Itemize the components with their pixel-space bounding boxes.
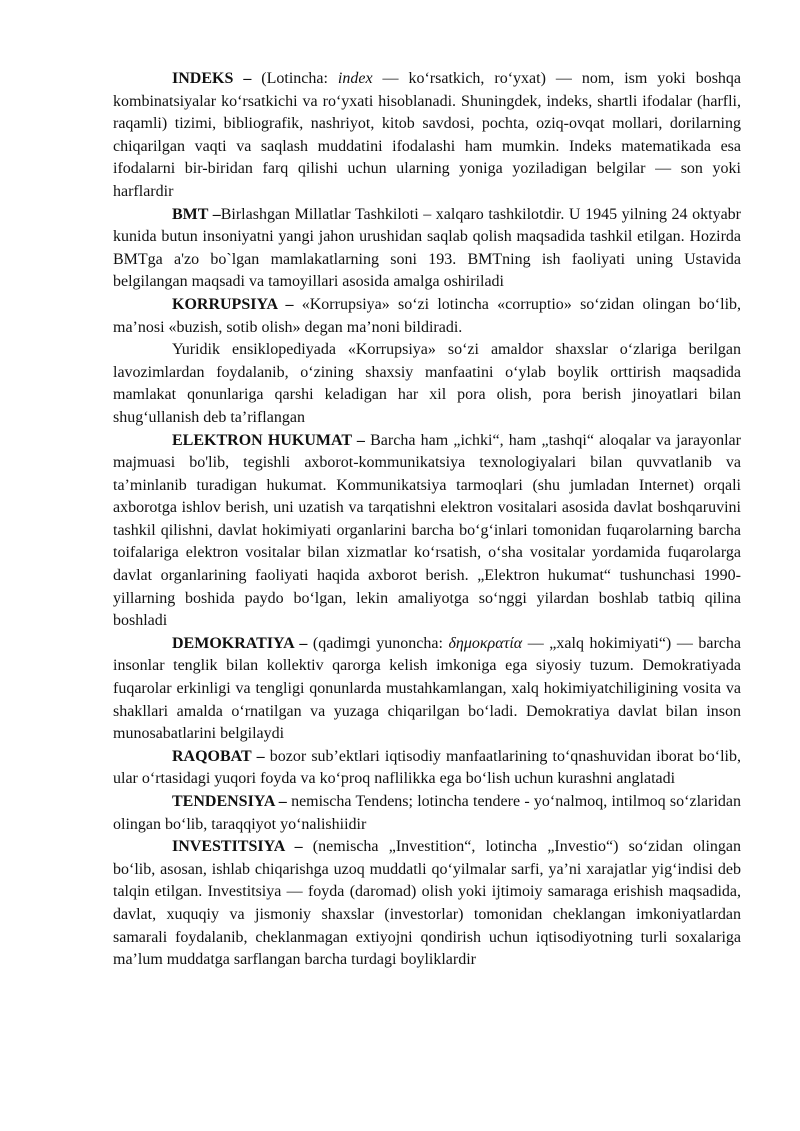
entry-tendensiya [113, 791, 741, 836]
term-elektron-hukumat: ELEKTRON HUKUMAT [172, 431, 352, 449]
definition-text: «Korrupsiya» so‘zi lotincha «corruptio» so‘zidan olingan bo‘lib, ma’nosi «buzish, sotib olish» degan ma’noni bildiradi. [113, 295, 742, 336]
term-dash: – [293, 634, 313, 652]
definition-prefix: (Lotincha: [261, 70, 338, 87]
glossary-document [113, 68, 741, 972]
term-dash: – [277, 295, 302, 313]
definition-text: — „xalq hokimiyati“) — barcha insonlar tenglik bilan kollektiv qarorga kelish imkoniga ega siyosiy tuzum. Demokratiyada fuqarolar erkinligi va tengligi qonunlarda mustahkamlangan, xalq hokimiyatchiligining vosita va shakllari amalda o‘rnatilgan va yuzaga chiqarilgan bo‘ladi. Demokratiya davlat bilan inson munosabatlarini belgilaydi [113, 634, 742, 743]
definition-text: nemischa Tendens; lotincha tendere - yo‘nalmoq, intilmoq so‘zlaridan olingan bo‘lib, taraqqiyot yo‘nalishiidir [113, 793, 742, 833]
term-dash: – [233, 70, 262, 87]
definition-text: Birlashgan Millatlar Tashkiloti – xalqaro tashkilotdir. U 1945 yilning 24 oktyabr kunida butun insoniyatni yangi jahon urushidan saqlab qolish maqsadida tashkil etilgan. Hozirda BMTga a'zo bo`lgan mamlakatlarning soni 193. BMTning ish faoliyati uning Ustavida belgilangan maqsadi va tamoyillari asosida amalga oshiriladi [113, 205, 741, 291]
term-demokratiya: DEMOKRATIYA [172, 634, 294, 652]
definition-prefix: (qadimgi yunoncha: [312, 634, 449, 652]
entry-elektron-hukumat [113, 430, 741, 633]
term-dash: – [251, 747, 270, 765]
entry-bmt [113, 204, 741, 294]
definition-text: — ko‘rsatkich, ro‘yxat) — nom, ism yoki boshqa kombinatsiyalar ko‘rsatkichi va ro‘yxati hisoblanadi. Shuningdek, indeks, shartli ifodalar (harfli, raqamli) tizimi, bibliografik, nashriyot, kitob savdosi, pochta, oziq-ovqat mollari, dorilarning chiqarilgan vaqti va saqlash muddatini ifodalashi ham mumkin. Indeks matematikada esa ifodalarni bir-biridan farq qilishi uchun ularning yoniga yoziladigan belgilar — son yoki harflardir [113, 70, 742, 200]
term-indeks: INDEKS [172, 70, 234, 87]
term-tendensiya: TENDENSIYA [172, 793, 275, 810]
entry-raqobat [113, 746, 741, 791]
definition-text: Yuridik ensiklopediyada «Korrupsiya» so‘zi amaldor shaxslar o‘zlariga berilgan lavozimlardan foydalanib, o‘zining shaxsiy manfaatini o‘ylab boylik orttirish maqsadida mamlakat qonunlariga qarshi keladigan har xil pora olish, pora berish jinoyatlari bilan shug‘ullanish deb ta’riflangan [113, 341, 741, 426]
definition-text: bozor sub’ektlari iqtisodiy manfaatlarining to‘qnashuvidan iborat bo‘lib, ular o‘rtasidagi yuqori foyda va ko‘proq naflilikka ega bo‘lish uchun kurashni anglatadi [113, 747, 741, 788]
term-dash: – [284, 838, 313, 856]
entry-indeks [113, 68, 741, 204]
term-dash: – [208, 205, 221, 223]
term-investitsiya: INVESTITSIYA [172, 838, 285, 856]
term-dash: – [351, 431, 371, 449]
term-dash: – [274, 793, 292, 810]
entry-investitsiya [113, 836, 741, 972]
definition-text: Barcha ham „ichki“, ham „tashqi“ aloqalar va jarayonlar majmuasi bo'lib, tegishli axborot-kommunikatsiya texnologiyalari bilan quvvatlanib va ta’minlanib turadigan hukumat. Kommunikatsiya tarmoqlari (shu jumladan Internet) orqali axborotga ishlov berish, uni uzatish va tarqatishni elektron vositalari asosida davlat boshqaruvini tashkil qilishni, davlat hokimiyati organlarini barcha bo‘g‘inlari tomonidan fuqarolarning barcha toifalariga elektron vositalar bilan xizmatlar ko‘rsatish, o‘sha vositalar yordamida fuqarolarga davlat organlarining faoliyati haqida axborot berish. „Elektron hukumat“ tushunchasi 1990-yillarning boshida paydo bo‘lgan, lekin amaliyotga so‘nggi yilardan boshlab tatbiq qilina boshladi [113, 431, 741, 630]
definition-italic: δημοκρατία [448, 634, 523, 652]
term-raqobat: RAQOBAT [172, 747, 252, 765]
term-bmt: BMT [172, 205, 209, 223]
entry-korrupsiya [113, 294, 741, 339]
definition-text: (nemischa „Investition“, lotincha „Investio“) so‘zidan olingan bo‘lib, asosan, ishlab chiqarishga uzoq muddatli qo‘yilmalar sarfi, ya’ni xarajatlar yig‘indisi deb talqin etilgan. Investitsiya — foyda (daromad) olish yoki ijtimoiy samaraga erishish maqsadida, davlat, xuquqiy va jismoniy shaxslar (investorlar) tomonidan cheklangan imkoniyatlardan samarali foydalanib, cheklanmagan extiyojni qondirish uchun iqtisodiyotning turli soxalariga ma’lum muddatga sarflangan barcha turdagi boyliklardir [113, 838, 742, 969]
entry-korrupsiya-continued [113, 339, 741, 429]
term-korrupsiya: KORRUPSIYA [172, 295, 278, 313]
entry-demokratiya [113, 633, 741, 746]
definition-italic: index [337, 70, 373, 87]
